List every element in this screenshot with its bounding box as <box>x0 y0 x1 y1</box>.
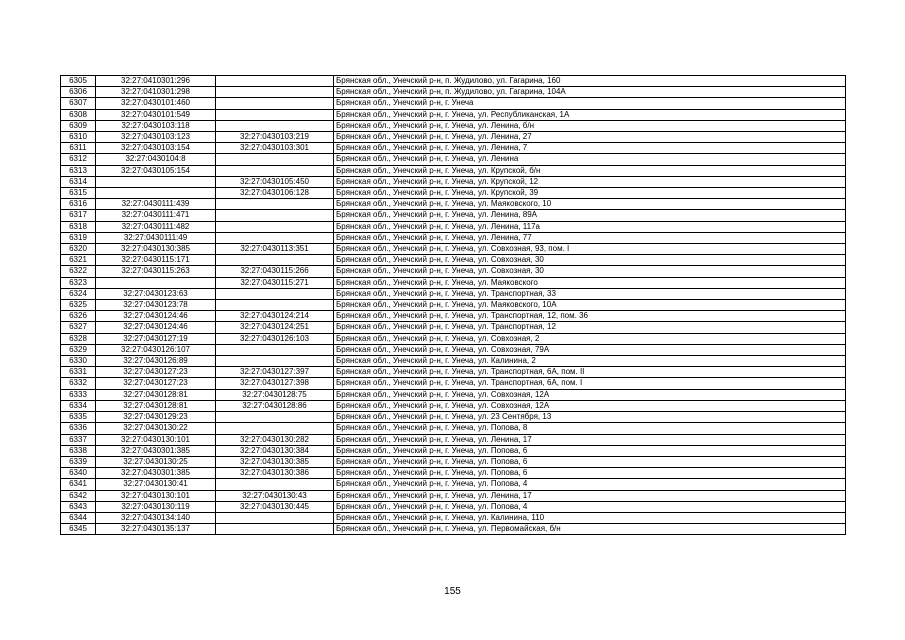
row-number-cell: 6306 <box>61 87 96 98</box>
related-cadastral-number-cell: 32:27:0430130:385 <box>216 456 334 467</box>
table-row <box>61 109 846 120</box>
cadastral-number-cell: 32:27:0430124:46 <box>96 322 216 333</box>
cadastral-number-cell: 32:27:0430101:460 <box>96 98 216 109</box>
cadastral-number-cell: 32:27:0430101:549 <box>96 109 216 120</box>
cadastral-number-cell <box>96 188 216 199</box>
row-number-cell: 6320 <box>61 244 96 255</box>
table-row <box>61 266 846 277</box>
address-cell: Брянская обл., Унечский р-н, г. Унеча, ул. Транспортная, 12, пом. 36 <box>334 311 846 322</box>
related-cadastral-number-cell <box>216 344 334 355</box>
cadastral-number-cell: 32:27:0430128:81 <box>96 400 216 411</box>
table-row <box>61 244 846 255</box>
cadastral-number-cell: 32:27:0430126:107 <box>96 344 216 355</box>
table-row <box>61 468 846 479</box>
cadastral-number-cell: 32:27:0430301:385 <box>96 445 216 456</box>
cadastral-number-cell: 32:27:0430134:140 <box>96 512 216 523</box>
related-cadastral-number-cell <box>216 98 334 109</box>
row-number-cell: 6332 <box>61 378 96 389</box>
cadastral-number-cell: 32:27:0430103:118 <box>96 120 216 131</box>
related-cadastral-number-cell: 32:27:0430113:351 <box>216 244 334 255</box>
row-number-cell: 6338 <box>61 445 96 456</box>
address-cell: Брянская обл., Унечский р-н, г. Унеча, ул. Совхозная, 12А <box>334 389 846 400</box>
row-number-cell: 6329 <box>61 344 96 355</box>
table-row <box>61 423 846 434</box>
address-cell: Брянская обл., Унечский р-н, г. Унеча, ул. Калинина, 110 <box>334 512 846 523</box>
table-row <box>61 232 846 243</box>
table-row <box>61 288 846 299</box>
row-number-cell: 6328 <box>61 333 96 344</box>
cadastral-number-cell: 32:27:0430111:471 <box>96 210 216 221</box>
row-number-cell: 6326 <box>61 311 96 322</box>
related-cadastral-number-cell <box>216 479 334 490</box>
address-cell: Брянская обл., Унечский р-н, г. Унеча, ул. Совхозная, 93, пом. I <box>334 244 846 255</box>
related-cadastral-number-cell <box>216 356 334 367</box>
cadastral-number-cell: 32:27:0430115:171 <box>96 255 216 266</box>
related-cadastral-number-cell: 32:27:0430103:301 <box>216 143 334 154</box>
cadastral-number-cell: 32:27:0430127:23 <box>96 378 216 389</box>
cadastral-number-cell: 32:27:0430301:385 <box>96 468 216 479</box>
related-cadastral-number-cell: 32:27:0430115:266 <box>216 266 334 277</box>
address-cell: Брянская обл., Унечский р-н, г. Унеча, ул. Ленина, 77 <box>334 232 846 243</box>
related-cadastral-number-cell <box>216 165 334 176</box>
row-number-cell: 6323 <box>61 277 96 288</box>
cadastral-number-cell: 32:27:0430128:81 <box>96 389 216 400</box>
related-cadastral-number-cell <box>216 199 334 210</box>
row-number-cell: 6341 <box>61 479 96 490</box>
table-row <box>61 120 846 131</box>
related-cadastral-number-cell: 32:27:0430105:450 <box>216 176 334 187</box>
row-number-cell: 6305 <box>61 76 96 87</box>
row-number-cell: 6344 <box>61 512 96 523</box>
table-row <box>61 154 846 165</box>
address-cell: Брянская обл., Унечский р-н, г. Унеча, ул. Ленина, 117а <box>334 221 846 232</box>
row-number-cell: 6330 <box>61 356 96 367</box>
table-row <box>61 322 846 333</box>
table-row <box>61 311 846 322</box>
row-number-cell: 6335 <box>61 412 96 423</box>
cadastral-number-cell <box>96 277 216 288</box>
cadastral-number-cell: 32:27:0430111:49 <box>96 232 216 243</box>
related-cadastral-number-cell <box>216 232 334 243</box>
address-cell: Брянская обл., Унечский р-н, г. Унеча, ул. Попова, 6 <box>334 445 846 456</box>
row-number-cell: 6321 <box>61 255 96 266</box>
row-number-cell: 6307 <box>61 98 96 109</box>
cadastral-number-cell: 32:27:0430111:482 <box>96 221 216 232</box>
cadastral-number-cell: 32:27:0430123:63 <box>96 288 216 299</box>
table-row <box>61 76 846 87</box>
table-row <box>61 300 846 311</box>
table-row <box>61 255 846 266</box>
row-number-cell: 6308 <box>61 109 96 120</box>
cadastral-number-cell: 32:27:0430105:154 <box>96 165 216 176</box>
row-number-cell: 6342 <box>61 490 96 501</box>
cadastral-number-cell: 32:27:0430130:41 <box>96 479 216 490</box>
address-cell: Брянская обл., Унечский р-н, п. Жудилово, ул. Гагарина, 104А <box>334 87 846 98</box>
cadastral-number-cell <box>96 176 216 187</box>
related-cadastral-number-cell: 32:27:0430130:384 <box>216 445 334 456</box>
row-number-cell: 6316 <box>61 199 96 210</box>
row-number-cell: 6337 <box>61 434 96 445</box>
cadastral-number-cell: 32:27:0430103:154 <box>96 143 216 154</box>
row-number-cell: 6319 <box>61 232 96 243</box>
table-row <box>61 456 846 467</box>
address-cell: Брянская обл., Унечский р-н, г. Унеча, ул. Попова, 6 <box>334 468 846 479</box>
related-cadastral-number-cell: 32:27:0430103:219 <box>216 132 334 143</box>
related-cadastral-number-cell: 32:27:0430127:397 <box>216 367 334 378</box>
related-cadastral-number-cell: 32:27:0430127:398 <box>216 378 334 389</box>
related-cadastral-number-cell <box>216 221 334 232</box>
related-cadastral-number-cell <box>216 288 334 299</box>
table-row <box>61 501 846 512</box>
address-cell: Брянская обл., Унечский р-н, г. Унеча, ул. Крупской, 39 <box>334 188 846 199</box>
table-row <box>61 512 846 523</box>
address-cell: Брянская обл., Унечский р-н, г. Унеча, ул. 23 Сентября, 13 <box>334 412 846 423</box>
address-cell: Брянская обл., Унечский р-н, п. Жудилово, ул. Гагарина, 160 <box>334 76 846 87</box>
related-cadastral-number-cell: 32:27:0430124:214 <box>216 311 334 322</box>
address-cell: Брянская обл., Унечский р-н, г. Унеча, ул. Первомайская, б/н <box>334 524 846 535</box>
row-number-cell: 6313 <box>61 165 96 176</box>
cadastral-number-cell: 32:27:0430103:123 <box>96 132 216 143</box>
related-cadastral-number-cell <box>216 154 334 165</box>
cadastral-number-cell: 32:27:0410301:296 <box>96 76 216 87</box>
address-cell: Брянская обл., Унечский р-н, г. Унеча, ул. Совхозная, 12А <box>334 400 846 411</box>
address-cell: Брянская обл., Унечский р-н, г. Унеча, ул. Ленина, 17 <box>334 490 846 501</box>
address-cell: Брянская обл., Унечский р-н, г. Унеча, ул. Транспортная, 6А, пом. II <box>334 367 846 378</box>
table-row <box>61 132 846 143</box>
row-number-cell: 6311 <box>61 143 96 154</box>
table-row <box>61 210 846 221</box>
table-row <box>61 165 846 176</box>
table-row <box>61 221 846 232</box>
address-cell: Брянская обл., Унечский р-н, г. Унеча, ул. Ленина <box>334 154 846 165</box>
cadastral-number-cell: 32:27:0410301:298 <box>96 87 216 98</box>
related-cadastral-number-cell: 32:27:0430130:43 <box>216 490 334 501</box>
cadastral-number-cell: 32:27:0430130:25 <box>96 456 216 467</box>
address-cell: Брянская обл., Унечский р-н, г. Унеча, ул. Совхозная, 30 <box>334 266 846 277</box>
related-cadastral-number-cell: 32:27:0430128:75 <box>216 389 334 400</box>
related-cadastral-number-cell <box>216 512 334 523</box>
table-row <box>61 378 846 389</box>
table-row <box>61 277 846 288</box>
address-cell: Брянская обл., Унечский р-н, г. Унеча, ул. Маяковского, 10А <box>334 300 846 311</box>
row-number-cell: 6317 <box>61 210 96 221</box>
cadastral-number-cell: 32:27:0430127:19 <box>96 333 216 344</box>
related-cadastral-number-cell <box>216 255 334 266</box>
table-row <box>61 490 846 501</box>
cadastral-number-cell: 32:27:0430130:119 <box>96 501 216 512</box>
related-cadastral-number-cell: 32:27:0430130:386 <box>216 468 334 479</box>
related-cadastral-number-cell <box>216 120 334 131</box>
row-number-cell: 6333 <box>61 389 96 400</box>
address-cell: Брянская обл., Унечский р-н, г. Унеча, ул. Ленина, 27 <box>334 132 846 143</box>
related-cadastral-number-cell <box>216 87 334 98</box>
row-number-cell: 6343 <box>61 501 96 512</box>
cadastral-number-cell: 32:27:0430123:78 <box>96 300 216 311</box>
table-row <box>61 87 846 98</box>
table-row <box>61 434 846 445</box>
table-row <box>61 524 846 535</box>
address-cell: Брянская обл., Унечский р-н, г. Унеча, ул. Ленина, 7 <box>334 143 846 154</box>
row-number-cell: 6331 <box>61 367 96 378</box>
row-number-cell: 6340 <box>61 468 96 479</box>
address-cell: Брянская обл., Унечский р-н, г. Унеча, ул. Маяковского, 10 <box>334 199 846 210</box>
related-cadastral-number-cell <box>216 109 334 120</box>
address-cell: Брянская обл., Унечский р-н, г. Унеча, ул. Транспортная, 6А, пом. I <box>334 378 846 389</box>
table-row <box>61 98 846 109</box>
row-number-cell: 6310 <box>61 132 96 143</box>
cadastral-number-cell: 32:27:0430127:23 <box>96 367 216 378</box>
address-cell: Брянская обл., Унечский р-н, г. Унеча, ул. Ленина, 17 <box>334 434 846 445</box>
row-number-cell: 6309 <box>61 120 96 131</box>
table-row <box>61 412 846 423</box>
row-number-cell: 6336 <box>61 423 96 434</box>
registry-table <box>60 75 846 535</box>
address-cell: Брянская обл., Унечский р-н, г. Унеча, ул. Транспортная, 12 <box>334 322 846 333</box>
table-row <box>61 188 846 199</box>
address-cell: Брянская обл., Унечский р-н, г. Унеча, ул. Совхозная, 2 <box>334 333 846 344</box>
table-row <box>61 176 846 187</box>
row-number-cell: 6318 <box>61 221 96 232</box>
address-cell: Брянская обл., Унечский р-н, г. Унеча, ул. Совхозная, 30 <box>334 255 846 266</box>
row-number-cell: 6327 <box>61 322 96 333</box>
table-row <box>61 344 846 355</box>
row-number-cell: 6324 <box>61 288 96 299</box>
table-row <box>61 400 846 411</box>
row-number-cell: 6345 <box>61 524 96 535</box>
table-row <box>61 479 846 490</box>
table-row <box>61 143 846 154</box>
related-cadastral-number-cell: 32:27:0430124:251 <box>216 322 334 333</box>
cadastral-number-cell: 32:27:0430104:8 <box>96 154 216 165</box>
address-cell: Брянская обл., Унечский р-н, г. Унеча, ул. Ленина, б/н <box>334 120 846 131</box>
address-cell: Брянская обл., Унечский р-н, г. Унеча, ул. Транспортная, 33 <box>334 288 846 299</box>
address-cell: Брянская обл., Унечский р-н, г. Унеча, ул. Попова, 6 <box>334 456 846 467</box>
table-row <box>61 445 846 456</box>
row-number-cell: 6314 <box>61 176 96 187</box>
table-row <box>61 199 846 210</box>
cadastral-number-cell: 32:27:0430111:439 <box>96 199 216 210</box>
page-number: 155 <box>444 586 461 597</box>
address-cell: Брянская обл., Унечский р-н, г. Унеча, ул. Калинина, 2 <box>334 356 846 367</box>
related-cadastral-number-cell: 32:27:0430126:103 <box>216 333 334 344</box>
table-row <box>61 333 846 344</box>
cadastral-number-cell: 32:27:0430126:89 <box>96 356 216 367</box>
cadastral-number-cell: 32:27:0430130:22 <box>96 423 216 434</box>
row-number-cell: 6322 <box>61 266 96 277</box>
related-cadastral-number-cell: 32:27:0430128:86 <box>216 400 334 411</box>
cadastral-number-cell: 32:27:0430130:385 <box>96 244 216 255</box>
related-cadastral-number-cell <box>216 210 334 221</box>
related-cadastral-number-cell <box>216 76 334 87</box>
address-cell: Брянская обл., Унечский р-н, г. Унеча, ул. Маяковского <box>334 277 846 288</box>
address-cell: Брянская обл., Унечский р-н, г. Унеча, ул. Республиканская, 1А <box>334 109 846 120</box>
related-cadastral-number-cell: 32:27:0430106:128 <box>216 188 334 199</box>
address-cell: Брянская обл., Унечский р-н, г. Унеча, ул. Попова, 8 <box>334 423 846 434</box>
table-row <box>61 389 846 400</box>
related-cadastral-number-cell <box>216 412 334 423</box>
cadastral-number-cell: 32:27:0430129:23 <box>96 412 216 423</box>
cadastral-number-cell: 32:27:0430115:263 <box>96 266 216 277</box>
address-cell: Брянская обл., Унечский р-н, г. Унеча, ул. Попова, 4 <box>334 479 846 490</box>
address-cell: Брянская обл., Унечский р-н, г. Унеча, ул. Ленина, 89А <box>334 210 846 221</box>
row-number-cell: 6325 <box>61 300 96 311</box>
cadastral-number-cell: 32:27:0430135:137 <box>96 524 216 535</box>
cadastral-number-cell: 32:27:0430124:46 <box>96 311 216 322</box>
cadastral-number-cell: 32:27:0430130:101 <box>96 434 216 445</box>
address-cell: Брянская обл., Унечский р-н, г. Унеча, ул. Крупской, б/н <box>334 165 846 176</box>
related-cadastral-number-cell: 32:27:0430115:271 <box>216 277 334 288</box>
related-cadastral-number-cell <box>216 524 334 535</box>
row-number-cell: 6312 <box>61 154 96 165</box>
address-cell: Брянская обл., Унечский р-н, г. Унеча, ул. Совхозная, 79А <box>334 344 846 355</box>
related-cadastral-number-cell: 32:27:0430130:445 <box>216 501 334 512</box>
table-row <box>61 356 846 367</box>
related-cadastral-number-cell <box>216 423 334 434</box>
registry-table-body <box>61 76 846 535</box>
address-cell: Брянская обл., Унечский р-н, г. Унеча, ул. Крупской, 12 <box>334 176 846 187</box>
row-number-cell: 6334 <box>61 400 96 411</box>
row-number-cell: 6339 <box>61 456 96 467</box>
related-cadastral-number-cell <box>216 300 334 311</box>
related-cadastral-number-cell: 32:27:0430130:282 <box>216 434 334 445</box>
row-number-cell: 6315 <box>61 188 96 199</box>
address-cell: Брянская обл., Унечский р-н, г. Унеча <box>334 98 846 109</box>
cadastral-number-cell: 32:27:0430130:101 <box>96 490 216 501</box>
address-cell: Брянская обл., Унечский р-н, г. Унеча, ул. Попова, 4 <box>334 501 846 512</box>
table-row <box>61 367 846 378</box>
